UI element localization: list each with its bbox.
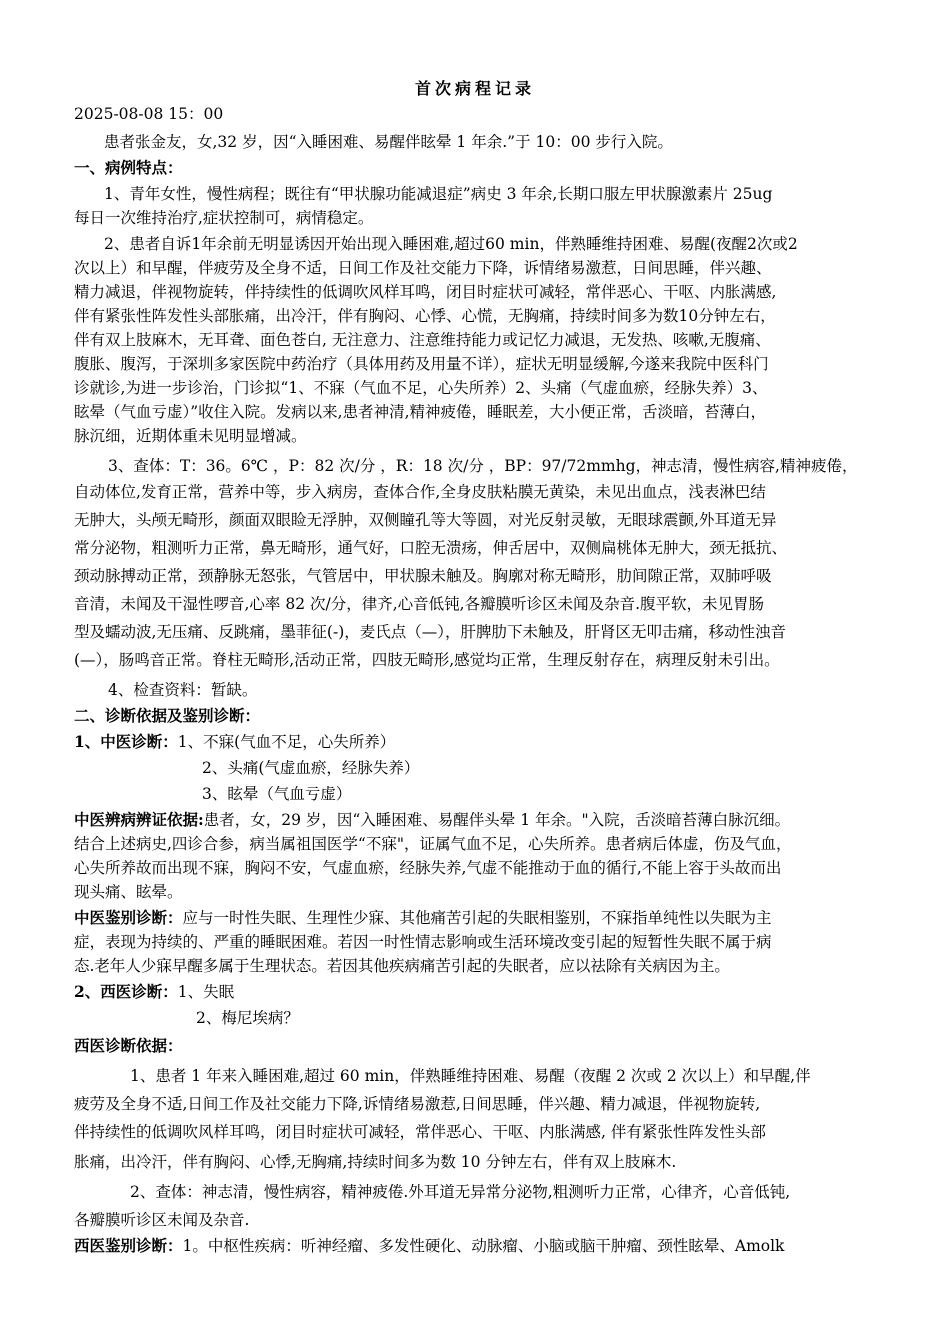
text-line xyxy=(74,564,772,588)
text-line xyxy=(74,880,183,904)
text-span: 1、失眠 xyxy=(177,983,235,1001)
text-span: 2、梅尼埃病？ xyxy=(196,1009,299,1027)
text-span: 伴有紧张性阵发性头部胀痛，出冷汗，伴有胸闷、心悸、心慌，无胸痛，持续时间多为数10分钟左右， xyxy=(74,307,776,325)
text-line xyxy=(104,130,673,154)
text-span: 音清，未闻及干湿性啰音,心率 82 次/分，律齐,心音低钝,各瓣膜听诊区未闻及杂音.腹平软，未见胃肠 xyxy=(74,595,765,613)
text-line xyxy=(108,454,857,478)
text-span: 眩晕（气血亏虚）”收住入院。发病以来,患者神清,精神疲倦，睡眠差，大小便正常，舌淡暗，苔薄白， xyxy=(74,403,767,421)
text-span: 疲劳及全身不适,日间工作及社交能力下降,诉情绪易激惹,日间思睡，伴兴趣、精力减退，伴视物旋转, xyxy=(74,1095,761,1113)
text-span: 心失所养故而出现不寐，胸闷不安，气虚血瘀，经脉失养,气虚不能推动于血的循行,不能上容于头故而出 xyxy=(74,859,782,877)
text-line xyxy=(74,1034,183,1058)
text-span: 2、头痛(气虚血瘀，经脉失养） xyxy=(202,759,420,777)
text-line xyxy=(202,782,351,806)
text-span: 2、查体：神志清，慢性病容，精神疲倦.外耳道无异常分泌物,粗测听力正常，心律齐，心音低钝, xyxy=(130,1183,791,1201)
text-span: 症，表现为持续的、严重的睡眠困难。若因一时性情志影响或生活环境改变引起的短暂性失眠不属于病 xyxy=(74,933,772,951)
section-heading: 二、诊断依据及鉴别诊断： xyxy=(74,706,261,725)
text-span: 次以上）和早醒，伴疲劳及全身不适，日间工作及社交能力下降，诉情绪易激惹，日间思睡，伴兴趣、 xyxy=(74,259,772,277)
text-line xyxy=(74,536,787,560)
text-span: 3、眩晕（气血亏虚） xyxy=(202,785,352,803)
text-span: 伴持续性的低调吹风样耳鸣，闭目时症状可减轻，常伴恶心、干呕、内胀满感, 伴有紧张性阵发性头部 xyxy=(74,1123,766,1141)
section-heading: 中医辨病辨证依据: xyxy=(74,810,204,829)
text-line xyxy=(74,832,791,856)
text-line xyxy=(74,856,781,880)
text-span: 态.老年人少寐早醒多属于生理状态。若因其他疾病痛苦引起的失眠者，应以祛除有关病因为主。 xyxy=(74,957,730,975)
text-line xyxy=(202,756,419,780)
text-span: 常分泌物，粗测听力正常，鼻无畸形，通气好，口腔无溃疡，伸舌居中，双侧扁桃体无肿大，颈无抵抗、 xyxy=(74,539,788,557)
text-line xyxy=(74,592,764,616)
text-line xyxy=(74,648,780,672)
text-line xyxy=(74,1208,249,1232)
text-line xyxy=(74,1150,676,1174)
section-heading: 中医鉴别诊断： xyxy=(74,908,183,927)
text-span: 1、不寐(气血不足，心失所养） xyxy=(177,733,396,751)
text-span: 自动体位,发育正常，营养中等，步入病房，查体合作,全身皮肤粘膜无黄染，未见出血点，浅表淋巴结 xyxy=(74,483,766,501)
text-line xyxy=(74,704,260,728)
text-line xyxy=(74,1092,760,1116)
text-line xyxy=(74,352,769,376)
text-span: 精力减退，伴视物旋转，伴持续性的低调吹风样耳鸣，闭目时症状可减轻，常伴恶心、干呕、内胀满感, xyxy=(74,283,777,301)
text-span: 4、检查资料：暂缺。 xyxy=(108,681,258,699)
text-line xyxy=(74,480,766,504)
text-line xyxy=(196,1006,299,1030)
text-span: 1、青年女性，慢性病程；既往有“甲状腺功能减退症”病史 3 年余,长期口服左甲状腺激素片 25ug xyxy=(104,185,773,203)
text-line xyxy=(74,304,776,328)
text-line xyxy=(74,954,730,978)
text-line xyxy=(74,930,772,954)
text-line xyxy=(74,1120,766,1144)
text-line xyxy=(74,980,234,1004)
section-heading: 一、病例特点： xyxy=(74,158,183,177)
section-heading: 西医诊断依据： xyxy=(74,1036,183,1055)
text-span: 应与一时性失眠、生理性少寐、其他痛苦引起的失眠相鉴别，不寐指单纯性以失眠为主 xyxy=(182,909,772,927)
text-span: 腹胀、腹泻，于深圳多家医院中药治疗（具体用药及用量不详），症状无明显缓解,今遂来我院中医科门 xyxy=(74,355,769,373)
section-heading: 2、西医诊断： xyxy=(74,982,178,1001)
text-span: 结合上述病史,四诊合参，病当属祖国医学“不寐"，证属气血不足，心失所养。患者病后体虚，伤及气血， xyxy=(74,835,792,853)
text-line xyxy=(74,400,766,424)
text-line xyxy=(74,906,772,930)
text-line xyxy=(130,1180,790,1204)
text-span: 患者，女，29 岁，因“入睡困难、易醒伴头晕 1 年余。"入院，舌淡暗苔薄白脉沉细。 xyxy=(203,811,791,829)
text-span: 伴有双上肢麻木，无耳聋、面色苍白, 无注意力、注意维持能力或记忆力减退，无发热、咳嗽,无腹痛、 xyxy=(74,331,771,349)
text-span: 型及蠕动波,无压痛、反跳痛，墨菲征(-)，麦氏点（—），肝脾肋下未触及，肝肾区无叩击痛，移动性浊音 xyxy=(74,623,787,641)
text-span: (—），肠鸣音正常。脊柱无畸形,活动正常，四肢无畸形,感觉均正常，生理反射存在，病理反射未引出。 xyxy=(74,651,780,669)
text-span: 颈动脉搏动正常，颈静脉无怒张，气管居中，甲状腺未触及。胸廓对称无畸形，肋间隙正常，双肺呼吸 xyxy=(74,567,772,585)
text-line xyxy=(74,280,776,304)
text-span: 脉沉细，近期体重未见明显增减。 xyxy=(74,427,307,445)
text-line xyxy=(74,808,790,832)
document-title: 首次病程记录 xyxy=(414,79,535,98)
text-span: 现头痛、眩晕。 xyxy=(74,883,183,901)
text-line xyxy=(104,182,772,206)
text-line xyxy=(74,508,776,532)
text-span: 1。中枢性疾病：听神经瘤、多发性硬化、动脉瘤、小脑或脑干肿瘤、颈性眩晕、Amolk xyxy=(182,1237,785,1255)
text-span: 各瓣膜听诊区未闻及杂音. xyxy=(74,1211,250,1229)
text-line xyxy=(74,156,183,180)
section-heading: 1、中医诊断： xyxy=(74,732,178,751)
text-line xyxy=(74,256,772,280)
text-span: 诊就诊,为进一步诊治，门诊拟“1、不寐（气血不足，心失所养）2、头痛（气虚血瘀，经脉失养）3、 xyxy=(74,379,768,397)
text-span: 每日一次维持治疗,症状控制可，病情稳定。 xyxy=(74,209,374,227)
text-span: 患者张金友，女,32 岁，因“入睡困难、易醒伴眩晕 1 年余.”于 10：00 步行入院。 xyxy=(104,133,673,151)
text-line xyxy=(74,620,786,644)
text-line xyxy=(74,1234,784,1258)
text-line xyxy=(74,424,307,448)
text-line xyxy=(108,678,257,702)
text-line xyxy=(104,232,798,256)
text-line xyxy=(74,730,395,754)
record-datetime: 2025-08-08 15：00 xyxy=(74,105,224,123)
section-heading: 西医鉴别诊断： xyxy=(74,1236,183,1255)
text-span: 1、患者 1 年来入睡困难,超过 60 min，伴熟睡维持困难、易醒（夜醒 2 次或 2 次以上）和早醒,伴 xyxy=(130,1067,811,1085)
text-span: 3、查体：T：36。6℃ ，P：82 次/分 ，R：18 次/分 ，BP：97/72mmhg，神志清，慢性病容,精神疲倦， xyxy=(108,457,858,475)
text-line xyxy=(74,206,373,230)
text-line xyxy=(74,376,767,400)
text-span: 无肿大，头颅无畸形，颜面双眼睑无浮肿，双侧瞳孔等大等圆，对光反射灵敏，无眼球震颤,外耳道无异 xyxy=(74,511,777,529)
text-span: 胀痛，出冷汗，伴有胸闷、心悸,无胸痛,持续时间多为数 10 分钟左右，伴有双上肢麻木. xyxy=(74,1153,677,1171)
text-span: 2、患者自诉1年余前无明显诱因开始出现入睡困难,超过60 min，伴熟睡维持困难、易醒(夜醒2次或2 xyxy=(104,235,798,253)
text-line xyxy=(130,1064,811,1088)
text-line xyxy=(74,328,771,352)
